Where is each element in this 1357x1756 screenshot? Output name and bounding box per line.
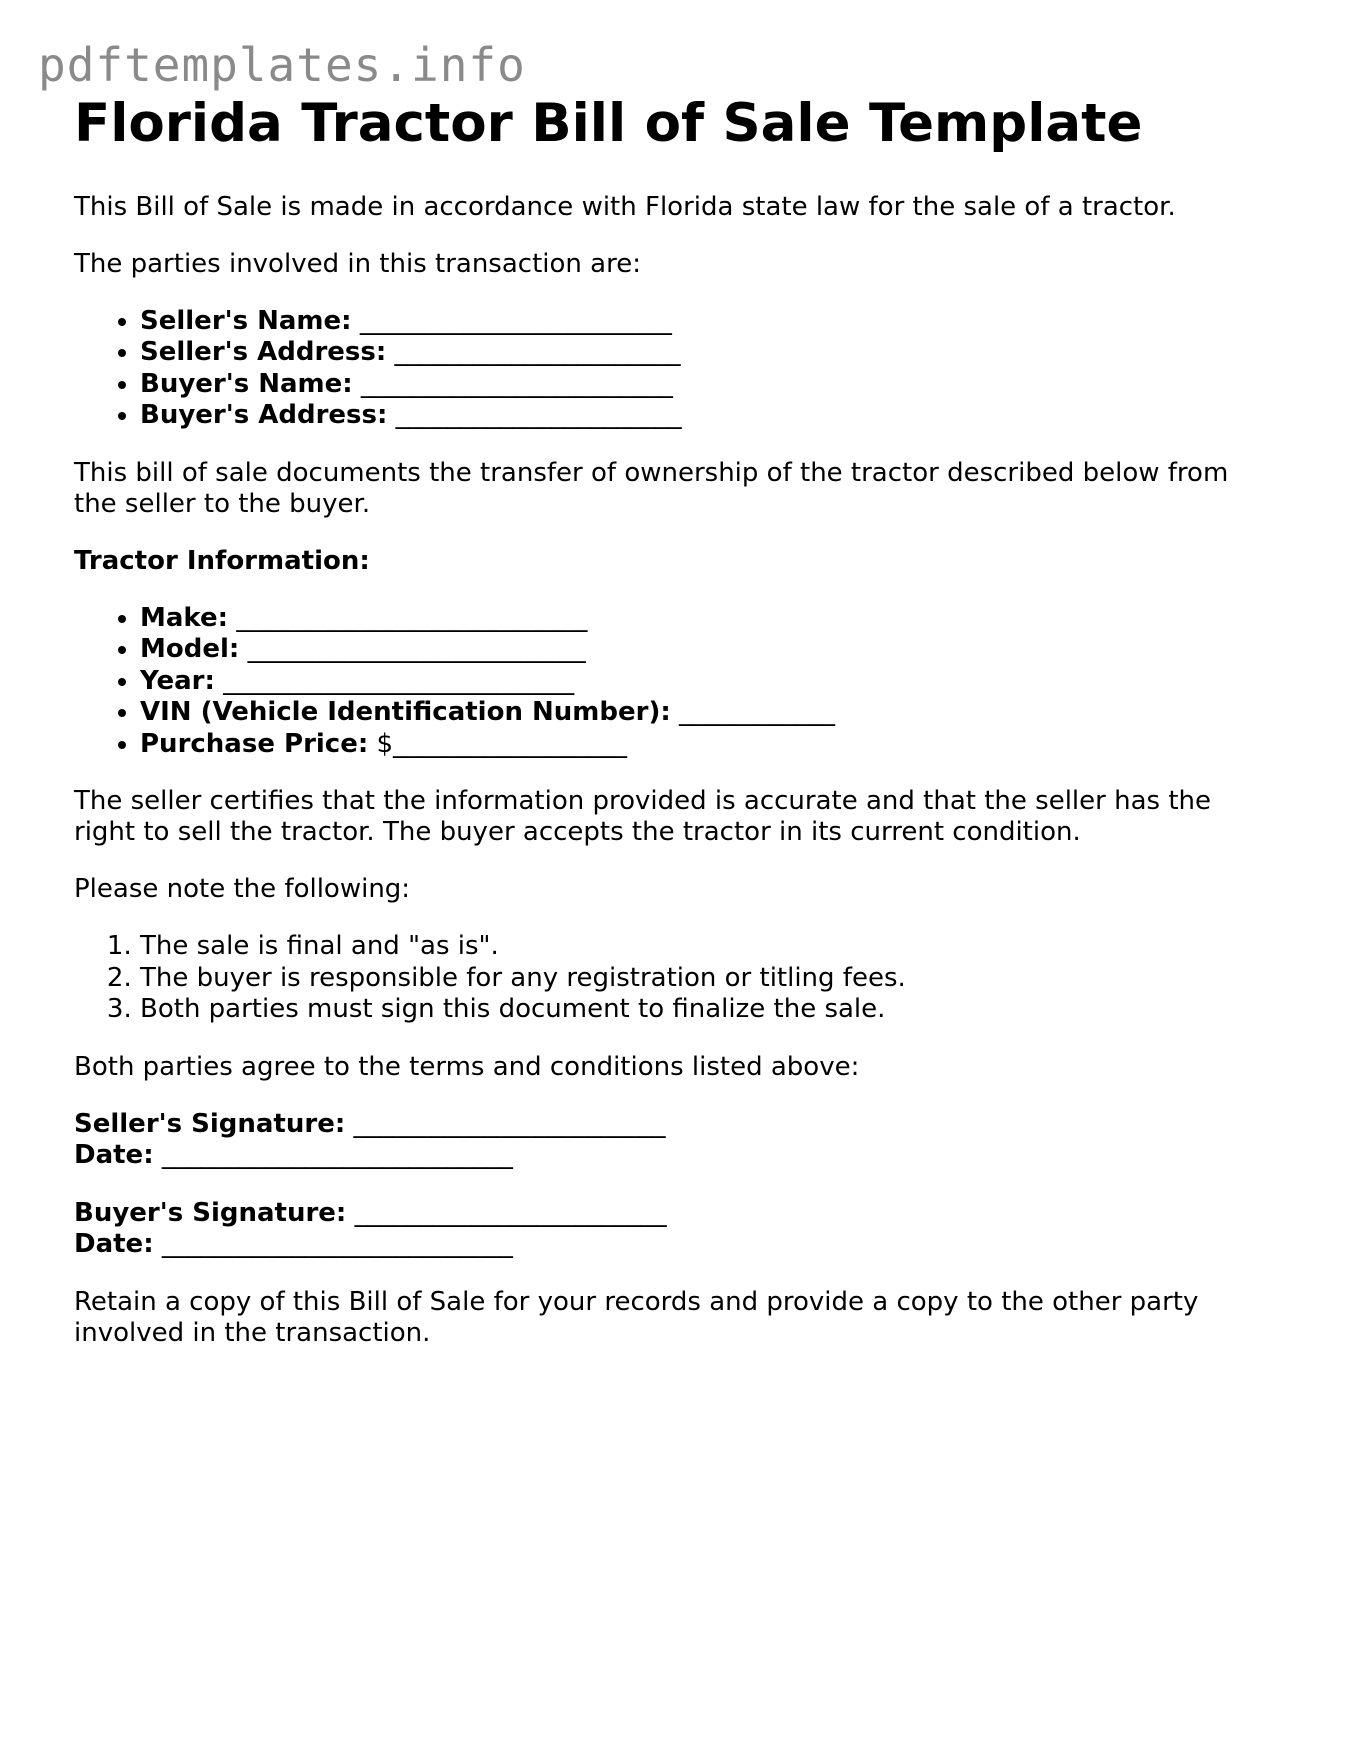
field-label: VIN (Vehicle Identification Number): — [140, 697, 671, 728]
notes-list — [74, 931, 1274, 1026]
list-item: 2. The buyer is responsible for any registration or titling fees. — [140, 963, 1274, 995]
blank-line: __________________________ — [247, 634, 586, 665]
buyer-signature-block — [74, 1198, 1274, 1261]
blank-line: ______________________ — [394, 337, 681, 368]
list-item — [140, 634, 1274, 666]
list-item — [140, 306, 1274, 338]
field-label: Seller's Name: — [140, 305, 352, 336]
list-item: 3. Both parties must sign this document to finalize the sale. — [140, 994, 1274, 1026]
list-item — [140, 369, 1274, 401]
field-label: Year: — [140, 665, 215, 696]
list-item — [140, 603, 1274, 635]
date-line — [74, 1140, 1274, 1172]
blank-line: $__________________ — [376, 728, 628, 759]
parties-intro: The parties involved in this transaction are: — [74, 248, 641, 279]
seller-signature-block — [74, 1109, 1274, 1172]
field-label: Purchase Price: — [140, 728, 369, 759]
field-label: Make: — [140, 602, 229, 633]
list-item — [140, 666, 1274, 698]
blank-line: ___________________________ — [161, 1229, 513, 1260]
note-intro: Please note the following: — [74, 874, 411, 905]
field-label: Buyer's Signature: — [74, 1197, 347, 1228]
field-label: Seller's Address: — [140, 337, 387, 368]
blank-line: ___________________________ — [161, 1140, 513, 1171]
closing-paragraph: Retain a copy of this Bill of Sale for your records and provide a copy to the other party involved in the transaction. — [74, 1286, 1199, 1348]
blank-line: ____________ — [679, 697, 835, 728]
page-title: Florida Tractor Bill of Sale Template — [74, 93, 1143, 154]
blank-line: ___________________________ — [236, 602, 588, 633]
field-label: Date: — [74, 1140, 154, 1171]
list-item — [140, 697, 1274, 729]
blank-line: ________________________ — [354, 1197, 667, 1228]
field-label: Seller's Signature: — [74, 1108, 346, 1139]
signature-line — [74, 1198, 1274, 1230]
intro-paragraph: This Bill of Sale is made in accordance with Florida state law for the sale of a tractor. — [74, 191, 1176, 222]
watermark: pdftemplates.info — [38, 38, 526, 92]
tractor-list — [74, 603, 1274, 761]
list-item — [140, 337, 1274, 369]
signature-line — [74, 1109, 1274, 1141]
certification-paragraph: The seller certifies that the information provided is accurate and that the seller has the right to sell the tractor. The buyer accepts the tractor in its current condition. — [74, 786, 1211, 848]
date-line — [74, 1229, 1274, 1261]
list-item: 1. The sale is final and "as is". — [140, 931, 1274, 963]
blank-line: ________________________ — [359, 305, 672, 336]
blank-line: ________________________ — [353, 1108, 666, 1139]
field-label: Buyer's Address: — [140, 400, 388, 431]
transfer-paragraph: This bill of sale documents the transfer of ownership of the tractor described below from the seller to the buyer. — [74, 457, 1229, 519]
field-label: Buyer's Name: — [140, 368, 353, 399]
field-label: Model: — [140, 634, 240, 665]
agreement-paragraph: Both parties agree to the terms and conditions listed above: — [74, 1051, 860, 1082]
parties-list — [74, 306, 1274, 432]
list-item — [140, 400, 1274, 432]
document-body — [74, 92, 1274, 1375]
blank-line: ______________________ — [395, 400, 682, 431]
list-item — [140, 729, 1274, 761]
tractor-heading: Tractor Information: — [74, 545, 370, 576]
field-label: Date: — [74, 1229, 154, 1260]
blank-line: ________________________ — [360, 368, 673, 399]
blank-line: ___________________________ — [223, 665, 575, 696]
